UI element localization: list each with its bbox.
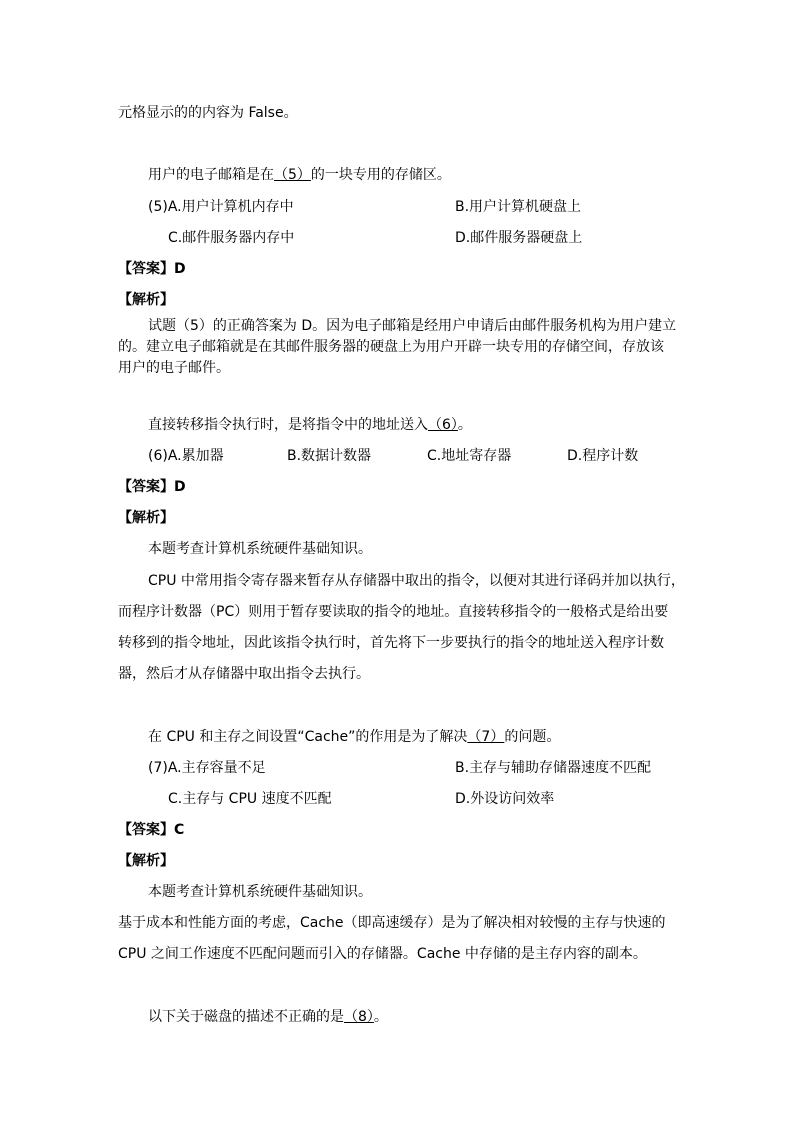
q5-analysis-line: 的。建立电子邮箱就是在其邮件服务器的硬盘上为用户开辟一块专用的存储空间，存放该 — [118, 339, 664, 355]
q5-option-b: B.用户计算机硬盘上 — [455, 199, 582, 215]
q7-analysis-line: 基于成本和性能方面的考虑，Cache（即高速缓存）是为了解决相对较慢的主存与快速的 — [118, 915, 666, 931]
q6-stem — [148, 415, 472, 435]
q6-option-d: D.程序计数 — [567, 448, 639, 464]
q8-stem-pre: 以下关于磁盘的描述不正确的是 — [148, 1009, 344, 1025]
q5-answer-value: D — [174, 261, 186, 277]
q8-stem — [148, 1007, 388, 1027]
q5-stem — [148, 165, 451, 185]
q5-stem-pre: 用户的电子邮箱是在 — [148, 167, 274, 183]
q8-blank: （8） — [344, 1009, 374, 1025]
q6-option-b: B.数据计数器 — [287, 448, 372, 464]
q7-answer-label: 【答案】 — [118, 822, 174, 838]
q7-answer — [118, 820, 184, 840]
q6-analysis-line: 而程序计数器（PC）则用于暂存要读取的指令的地址。直接转移指令的一般格式是给出要 — [118, 604, 669, 620]
intro-text: 元格显示的的内容为 False。 — [118, 105, 298, 121]
q7-stem — [148, 727, 560, 747]
q6-analysis-line: 器，然后才从存储器中取出指令去执行。 — [118, 666, 370, 682]
q6-option-c: C.地址寄存器 — [427, 448, 512, 464]
q7-stem-pre: 在 CPU 和主存之间设置“Cache”的作用是为了解决 — [148, 729, 468, 745]
q6-answer-label: 【答案】 — [118, 479, 174, 495]
q7-analysis-line: 本题考查计算机系统硬件基础知识。 — [148, 884, 372, 900]
q5-analysis-label: 【解析】 — [118, 292, 174, 308]
q5-analysis-line: 用户的电子邮件。 — [118, 360, 230, 376]
q7-option-b: B.主存与辅助存储器速度不匹配 — [455, 760, 652, 776]
q6-analysis-line: 转移到的指令地址，因此该指令执行时，首先将下一步要执行的指令的地址送入程序计数 — [118, 635, 664, 651]
q7-stem-post: 的问题。 — [504, 729, 561, 745]
q7-option-a: (7)A.主存容量不足 — [148, 760, 266, 776]
q5-blank: （5） — [274, 167, 311, 183]
q6-answer-value: D — [174, 479, 186, 495]
q7-analysis-label: 【解析】 — [118, 853, 174, 869]
q5-option-c: C.邮件服务器内存中 — [168, 230, 295, 246]
q6-blank: （6） — [428, 417, 458, 433]
q6-option-a: (6)A.累加器 — [148, 448, 224, 464]
q5-option-d: D.邮件服务器硬盘上 — [455, 230, 583, 246]
q7-option-d: D.外设访问效率 — [455, 791, 555, 807]
q6-analysis-line: 本题考查计算机系统硬件基础知识。 — [148, 541, 372, 557]
q5-option-a: (5)A.用户计算机内存中 — [148, 199, 294, 215]
q5-analysis-line: 试题（5）的正确答案为 D。因为电子邮箱是经用户申请后由邮件服务机构为用户建立 — [148, 318, 677, 334]
q6-stem-pre: 直接转移指令执行时，是将指令中的地址送入 — [148, 417, 428, 433]
q6-answer — [118, 477, 186, 497]
q5-answer — [118, 259, 186, 279]
q6-analysis-label: 【解析】 — [118, 510, 174, 526]
q7-answer-value: C — [174, 822, 185, 838]
q5-stem-post: 的一块专用的存储区。 — [310, 167, 451, 183]
q7-analysis-line: CPU 之间工作速度不匹配问题而引入的存储器。Cache 中存储的是主存内容的副本。 — [118, 946, 647, 962]
q7-blank: （7） — [467, 729, 505, 745]
q6-stem-post: 。 — [457, 417, 472, 433]
q8-stem-post: 。 — [373, 1009, 388, 1025]
q6-analysis-line: CPU 中常用指令寄存器来暂存从存储器中取出的指令，以便对其进行译码并加以执行， — [148, 573, 685, 589]
q7-option-c: C.主存与 CPU 速度不匹配 — [168, 791, 332, 807]
q5-answer-label: 【答案】 — [118, 261, 174, 277]
